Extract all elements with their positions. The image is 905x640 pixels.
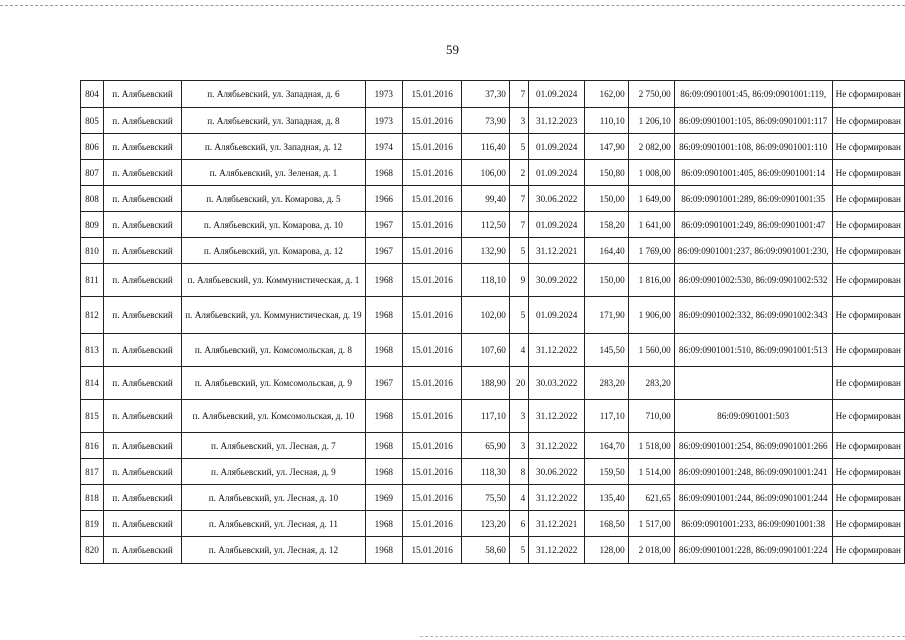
cadastre-cell <box>674 367 832 400</box>
table-row <box>81 186 905 212</box>
row-number: 804 <box>81 81 104 108</box>
cadastre-cell: 86:09:0901001:510, 86:09:0901001:513 <box>674 334 832 367</box>
status-cell: Не сформирован <box>832 459 904 485</box>
year-cell: 1968 <box>365 160 402 186</box>
page-number: 59 <box>446 42 459 57</box>
cost-cell: 1 649,00 <box>628 186 674 212</box>
address-cell: п. Алябьевский, ул. Комарова, д. 10 <box>182 212 365 238</box>
area2-cell: 117,10 <box>585 400 629 433</box>
cost-cell: 283,20 <box>628 367 674 400</box>
flats-cell: 7 <box>509 212 528 238</box>
address-cell: п. Алябьевский, ул. Комарова, д. 5 <box>182 186 365 212</box>
cadastre-cell: 86:09:0901001:405, 86:09:0901001:14 <box>674 160 832 186</box>
row-number: 810 <box>81 238 104 264</box>
status-cell: Не сформирован <box>832 186 904 212</box>
date-cell: 15.01.2016 <box>403 400 462 433</box>
flats-cell: 4 <box>509 485 528 511</box>
address-cell: п. Алябьевский, ул. Лесная, д. 9 <box>182 459 365 485</box>
deadline-cell: 31.12.2021 <box>529 511 585 537</box>
deadline-cell: 01.09.2024 <box>529 160 585 186</box>
status-cell: Не сформирован <box>832 367 904 400</box>
status-cell: Не сформирован <box>832 297 904 334</box>
flats-cell: 5 <box>509 537 528 564</box>
flats-cell: 3 <box>509 108 528 134</box>
status-cell: Не сформирован <box>832 264 904 297</box>
year-cell: 1966 <box>365 186 402 212</box>
area2-cell: 135,40 <box>585 485 629 511</box>
address-cell: п. Алябьевский, ул. Комсомольская, д. 8 <box>182 334 365 367</box>
area-cell: 75,50 <box>462 485 510 511</box>
address-cell: п. Алябьевский, ул. Лесная, д. 10 <box>182 485 365 511</box>
year-cell: 1968 <box>365 433 402 459</box>
date-cell: 15.01.2016 <box>403 212 462 238</box>
table-row <box>81 511 905 537</box>
flats-cell: 20 <box>509 367 528 400</box>
area-cell: 58,60 <box>462 537 510 564</box>
cadastre-cell: 86:09:0901001:233, 86:09:0901001:38 <box>674 511 832 537</box>
scan-edge-bottom <box>420 636 905 637</box>
row-number: 811 <box>81 264 104 297</box>
deadline-cell: 01.09.2024 <box>529 81 585 108</box>
cadastre-cell: 86:09:0901002:530, 86:09:0901002:532 <box>674 264 832 297</box>
address-cell: п. Алябьевский, ул. Коммунистическая, д. 1 <box>182 264 365 297</box>
area-cell: 118,30 <box>462 459 510 485</box>
deadline-cell: 31.12.2022 <box>529 400 585 433</box>
cost-cell: 2 750,00 <box>628 81 674 108</box>
area-cell: 107,60 <box>462 334 510 367</box>
cadastre-cell: 86:09:0901001:45, 86:09:0901001:119, <box>674 81 832 108</box>
status-cell: Не сформирован <box>832 433 904 459</box>
status-cell: Не сформирован <box>832 81 904 108</box>
table-body <box>81 81 905 564</box>
area2-cell: 150,80 <box>585 160 629 186</box>
date-cell: 15.01.2016 <box>403 264 462 297</box>
cost-cell: 1 514,00 <box>628 459 674 485</box>
cost-cell: 1 517,00 <box>628 511 674 537</box>
cadastre-cell: 86:09:0901001:289, 86:09:0901001:35 <box>674 186 832 212</box>
cost-cell: 1 560,00 <box>628 334 674 367</box>
cadastre-cell: 86:09:0901001:237, 86:09:0901001:230, <box>674 238 832 264</box>
flats-cell: 5 <box>509 134 528 160</box>
flats-cell: 9 <box>509 264 528 297</box>
area2-cell: 164,40 <box>585 238 629 264</box>
deadline-cell: 31.12.2021 <box>529 238 585 264</box>
settlement-cell: п. Алябьевский <box>103 264 181 297</box>
settlement-cell: п. Алябьевский <box>103 511 181 537</box>
area-cell: 106,00 <box>462 160 510 186</box>
cost-cell: 1 906,00 <box>628 297 674 334</box>
address-cell: п. Алябьевский, ул. Комсомольская, д. 9 <box>182 367 365 400</box>
area-cell: 102,00 <box>462 297 510 334</box>
row-number: 806 <box>81 134 104 160</box>
status-cell: Не сформирован <box>832 485 904 511</box>
row-number: 814 <box>81 367 104 400</box>
year-cell: 1974 <box>365 134 402 160</box>
date-cell: 15.01.2016 <box>403 367 462 400</box>
year-cell: 1967 <box>365 212 402 238</box>
area-cell: 117,10 <box>462 400 510 433</box>
cadastre-cell: 86:09:0901001:248, 86:09:0901001:241 <box>674 459 832 485</box>
date-cell: 15.01.2016 <box>403 108 462 134</box>
row-number: 820 <box>81 537 104 564</box>
cadastre-cell: 86:09:0901001:249, 86:09:0901001:47 <box>674 212 832 238</box>
scan-edge-top <box>0 5 905 6</box>
status-cell: Не сформирован <box>832 134 904 160</box>
area-cell: 99,40 <box>462 186 510 212</box>
cadastre-cell: 86:09:0901001:503 <box>674 400 832 433</box>
date-cell: 15.01.2016 <box>403 134 462 160</box>
area2-cell: 150,00 <box>585 186 629 212</box>
area2-cell: 147,90 <box>585 134 629 160</box>
deadline-cell: 31.12.2022 <box>529 334 585 367</box>
table-row <box>81 367 905 400</box>
deadline-cell: 30.06.2022 <box>529 186 585 212</box>
flats-cell: 2 <box>509 160 528 186</box>
address-cell: п. Алябьевский, ул. Лесная, д. 12 <box>182 537 365 564</box>
area2-cell: 171,90 <box>585 297 629 334</box>
area-cell: 112,50 <box>462 212 510 238</box>
area2-cell: 128,00 <box>585 537 629 564</box>
settlement-cell: п. Алябьевский <box>103 485 181 511</box>
settlement-cell: п. Алябьевский <box>103 400 181 433</box>
table-row <box>81 212 905 238</box>
area-cell: 37,30 <box>462 81 510 108</box>
year-cell: 1968 <box>365 537 402 564</box>
area2-cell: 110,10 <box>585 108 629 134</box>
table-row <box>81 160 905 186</box>
settlement-cell: п. Алябьевский <box>103 212 181 238</box>
settlement-cell: п. Алябьевский <box>103 238 181 264</box>
year-cell: 1973 <box>365 81 402 108</box>
year-cell: 1968 <box>365 264 402 297</box>
settlement-cell: п. Алябьевский <box>103 537 181 564</box>
settlement-cell: п. Алябьевский <box>103 81 181 108</box>
year-cell: 1968 <box>365 334 402 367</box>
settlement-cell: п. Алябьевский <box>103 134 181 160</box>
year-cell: 1973 <box>365 108 402 134</box>
flats-cell: 7 <box>509 81 528 108</box>
status-cell: Не сформирован <box>832 511 904 537</box>
date-cell: 15.01.2016 <box>403 186 462 212</box>
cadastre-cell: 86:09:0901001:228, 86:09:0901001:224 <box>674 537 832 564</box>
area-cell: 132,90 <box>462 238 510 264</box>
address-cell: п. Алябьевский, ул. Лесная, д. 7 <box>182 433 365 459</box>
date-cell: 15.01.2016 <box>403 81 462 108</box>
year-cell: 1968 <box>365 511 402 537</box>
date-cell: 15.01.2016 <box>403 485 462 511</box>
area2-cell: 164,70 <box>585 433 629 459</box>
deadline-cell: 30.06.2022 <box>529 459 585 485</box>
status-cell: Не сформирован <box>832 238 904 264</box>
flats-cell: 6 <box>509 511 528 537</box>
cost-cell: 1 206,10 <box>628 108 674 134</box>
row-number: 813 <box>81 334 104 367</box>
table-row <box>81 108 905 134</box>
table-row <box>81 459 905 485</box>
area2-cell: 162,00 <box>585 81 629 108</box>
address-cell: п. Алябьевский, ул. Западная, д. 8 <box>182 108 365 134</box>
cadastre-cell: 86:09:0901001:254, 86:09:0901001:266 <box>674 433 832 459</box>
address-cell: п. Алябьевский, ул. Коммунистическая, д. 19 <box>182 297 365 334</box>
address-cell: п. Алябьевский, ул. Комарова, д. 12 <box>182 238 365 264</box>
status-cell: Не сформирован <box>832 108 904 134</box>
deadline-cell: 30.09.2022 <box>529 264 585 297</box>
address-cell: п. Алябьевский, ул. Зеленая, д. 1 <box>182 160 365 186</box>
cost-cell: 1 641,00 <box>628 212 674 238</box>
status-cell: Не сформирован <box>832 537 904 564</box>
date-cell: 15.01.2016 <box>403 537 462 564</box>
row-number: 812 <box>81 297 104 334</box>
row-number: 808 <box>81 186 104 212</box>
row-number: 815 <box>81 400 104 433</box>
area2-cell: 150,00 <box>585 264 629 297</box>
area2-cell: 283,20 <box>585 367 629 400</box>
flats-cell: 7 <box>509 186 528 212</box>
cadastre-cell: 86:09:0901001:108, 86:09:0901001:110 <box>674 134 832 160</box>
table-row <box>81 537 905 564</box>
deadline-cell: 01.09.2024 <box>529 297 585 334</box>
deadline-cell: 01.09.2024 <box>529 212 585 238</box>
address-cell: п. Алябьевский, ул. Комсомольская, д. 10 <box>182 400 365 433</box>
flats-cell: 5 <box>509 238 528 264</box>
settlement-cell: п. Алябьевский <box>103 334 181 367</box>
deadline-cell: 31.12.2022 <box>529 537 585 564</box>
deadline-cell: 31.12.2023 <box>529 108 585 134</box>
year-cell: 1968 <box>365 400 402 433</box>
settlement-cell: п. Алябьевский <box>103 297 181 334</box>
row-number: 807 <box>81 160 104 186</box>
row-number: 819 <box>81 511 104 537</box>
settlement-cell: п. Алябьевский <box>103 160 181 186</box>
date-cell: 15.01.2016 <box>403 511 462 537</box>
cost-cell: 2 018,00 <box>628 537 674 564</box>
row-number: 809 <box>81 212 104 238</box>
deadline-cell: 31.12.2022 <box>529 485 585 511</box>
area-cell: 65,90 <box>462 433 510 459</box>
area2-cell: 158,20 <box>585 212 629 238</box>
table-row <box>81 433 905 459</box>
year-cell: 1968 <box>365 459 402 485</box>
address-cell: п. Алябьевский, ул. Западная, д. 6 <box>182 81 365 108</box>
row-number: 816 <box>81 433 104 459</box>
settlement-cell: п. Алябьевский <box>103 433 181 459</box>
status-cell: Не сформирован <box>832 334 904 367</box>
settlement-cell: п. Алябьевский <box>103 108 181 134</box>
deadline-cell: 30.03.2022 <box>529 367 585 400</box>
deadline-cell: 01.09.2024 <box>529 134 585 160</box>
housing-register-table <box>80 80 905 564</box>
flats-cell: 8 <box>509 459 528 485</box>
cost-cell: 1 816,00 <box>628 264 674 297</box>
area2-cell: 168,50 <box>585 511 629 537</box>
year-cell: 1967 <box>365 238 402 264</box>
area2-cell: 159,50 <box>585 459 629 485</box>
deadline-cell: 31.12.2022 <box>529 433 585 459</box>
status-cell: Не сформирован <box>832 400 904 433</box>
table-row <box>81 264 905 297</box>
year-cell: 1968 <box>365 297 402 334</box>
area-cell: 188,90 <box>462 367 510 400</box>
status-cell: Не сформирован <box>832 160 904 186</box>
area-cell: 123,20 <box>462 511 510 537</box>
area-cell: 73,90 <box>462 108 510 134</box>
settlement-cell: п. Алябьевский <box>103 186 181 212</box>
cost-cell: 710,00 <box>628 400 674 433</box>
date-cell: 15.01.2016 <box>403 160 462 186</box>
cost-cell: 621,65 <box>628 485 674 511</box>
cadastre-cell: 86:09:0901001:105, 86:09:0901001:117 <box>674 108 832 134</box>
row-number: 818 <box>81 485 104 511</box>
flats-cell: 4 <box>509 334 528 367</box>
row-number: 817 <box>81 459 104 485</box>
cadastre-cell: 86:09:0901001:244, 86:09:0901001:244 <box>674 485 832 511</box>
cost-cell: 1 518,00 <box>628 433 674 459</box>
cost-cell: 1 008,00 <box>628 160 674 186</box>
area-cell: 116,40 <box>462 134 510 160</box>
area-cell: 118,10 <box>462 264 510 297</box>
table-row <box>81 485 905 511</box>
address-cell: п. Алябьевский, ул. Лесная, д. 11 <box>182 511 365 537</box>
date-cell: 15.01.2016 <box>403 459 462 485</box>
flats-cell: 3 <box>509 400 528 433</box>
date-cell: 15.01.2016 <box>403 334 462 367</box>
year-cell: 1969 <box>365 485 402 511</box>
row-number: 805 <box>81 108 104 134</box>
date-cell: 15.01.2016 <box>403 297 462 334</box>
flats-cell: 3 <box>509 433 528 459</box>
cost-cell: 2 082,00 <box>628 134 674 160</box>
cadastre-cell: 86:09:0901002:332, 86:09:0901002:343 <box>674 297 832 334</box>
flats-cell: 5 <box>509 297 528 334</box>
year-cell: 1967 <box>365 367 402 400</box>
table-row <box>81 134 905 160</box>
address-cell: п. Алябьевский, ул. Западная, д. 12 <box>182 134 365 160</box>
settlement-cell: п. Алябьевский <box>103 367 181 400</box>
table-row <box>81 400 905 433</box>
cost-cell: 1 769,00 <box>628 238 674 264</box>
table-row <box>81 81 905 108</box>
area2-cell: 145,50 <box>585 334 629 367</box>
date-cell: 15.01.2016 <box>403 433 462 459</box>
date-cell: 15.01.2016 <box>403 238 462 264</box>
table-row <box>81 297 905 334</box>
settlement-cell: п. Алябьевский <box>103 459 181 485</box>
table-row <box>81 334 905 367</box>
table-row <box>81 238 905 264</box>
status-cell: Не сформирован <box>832 212 904 238</box>
